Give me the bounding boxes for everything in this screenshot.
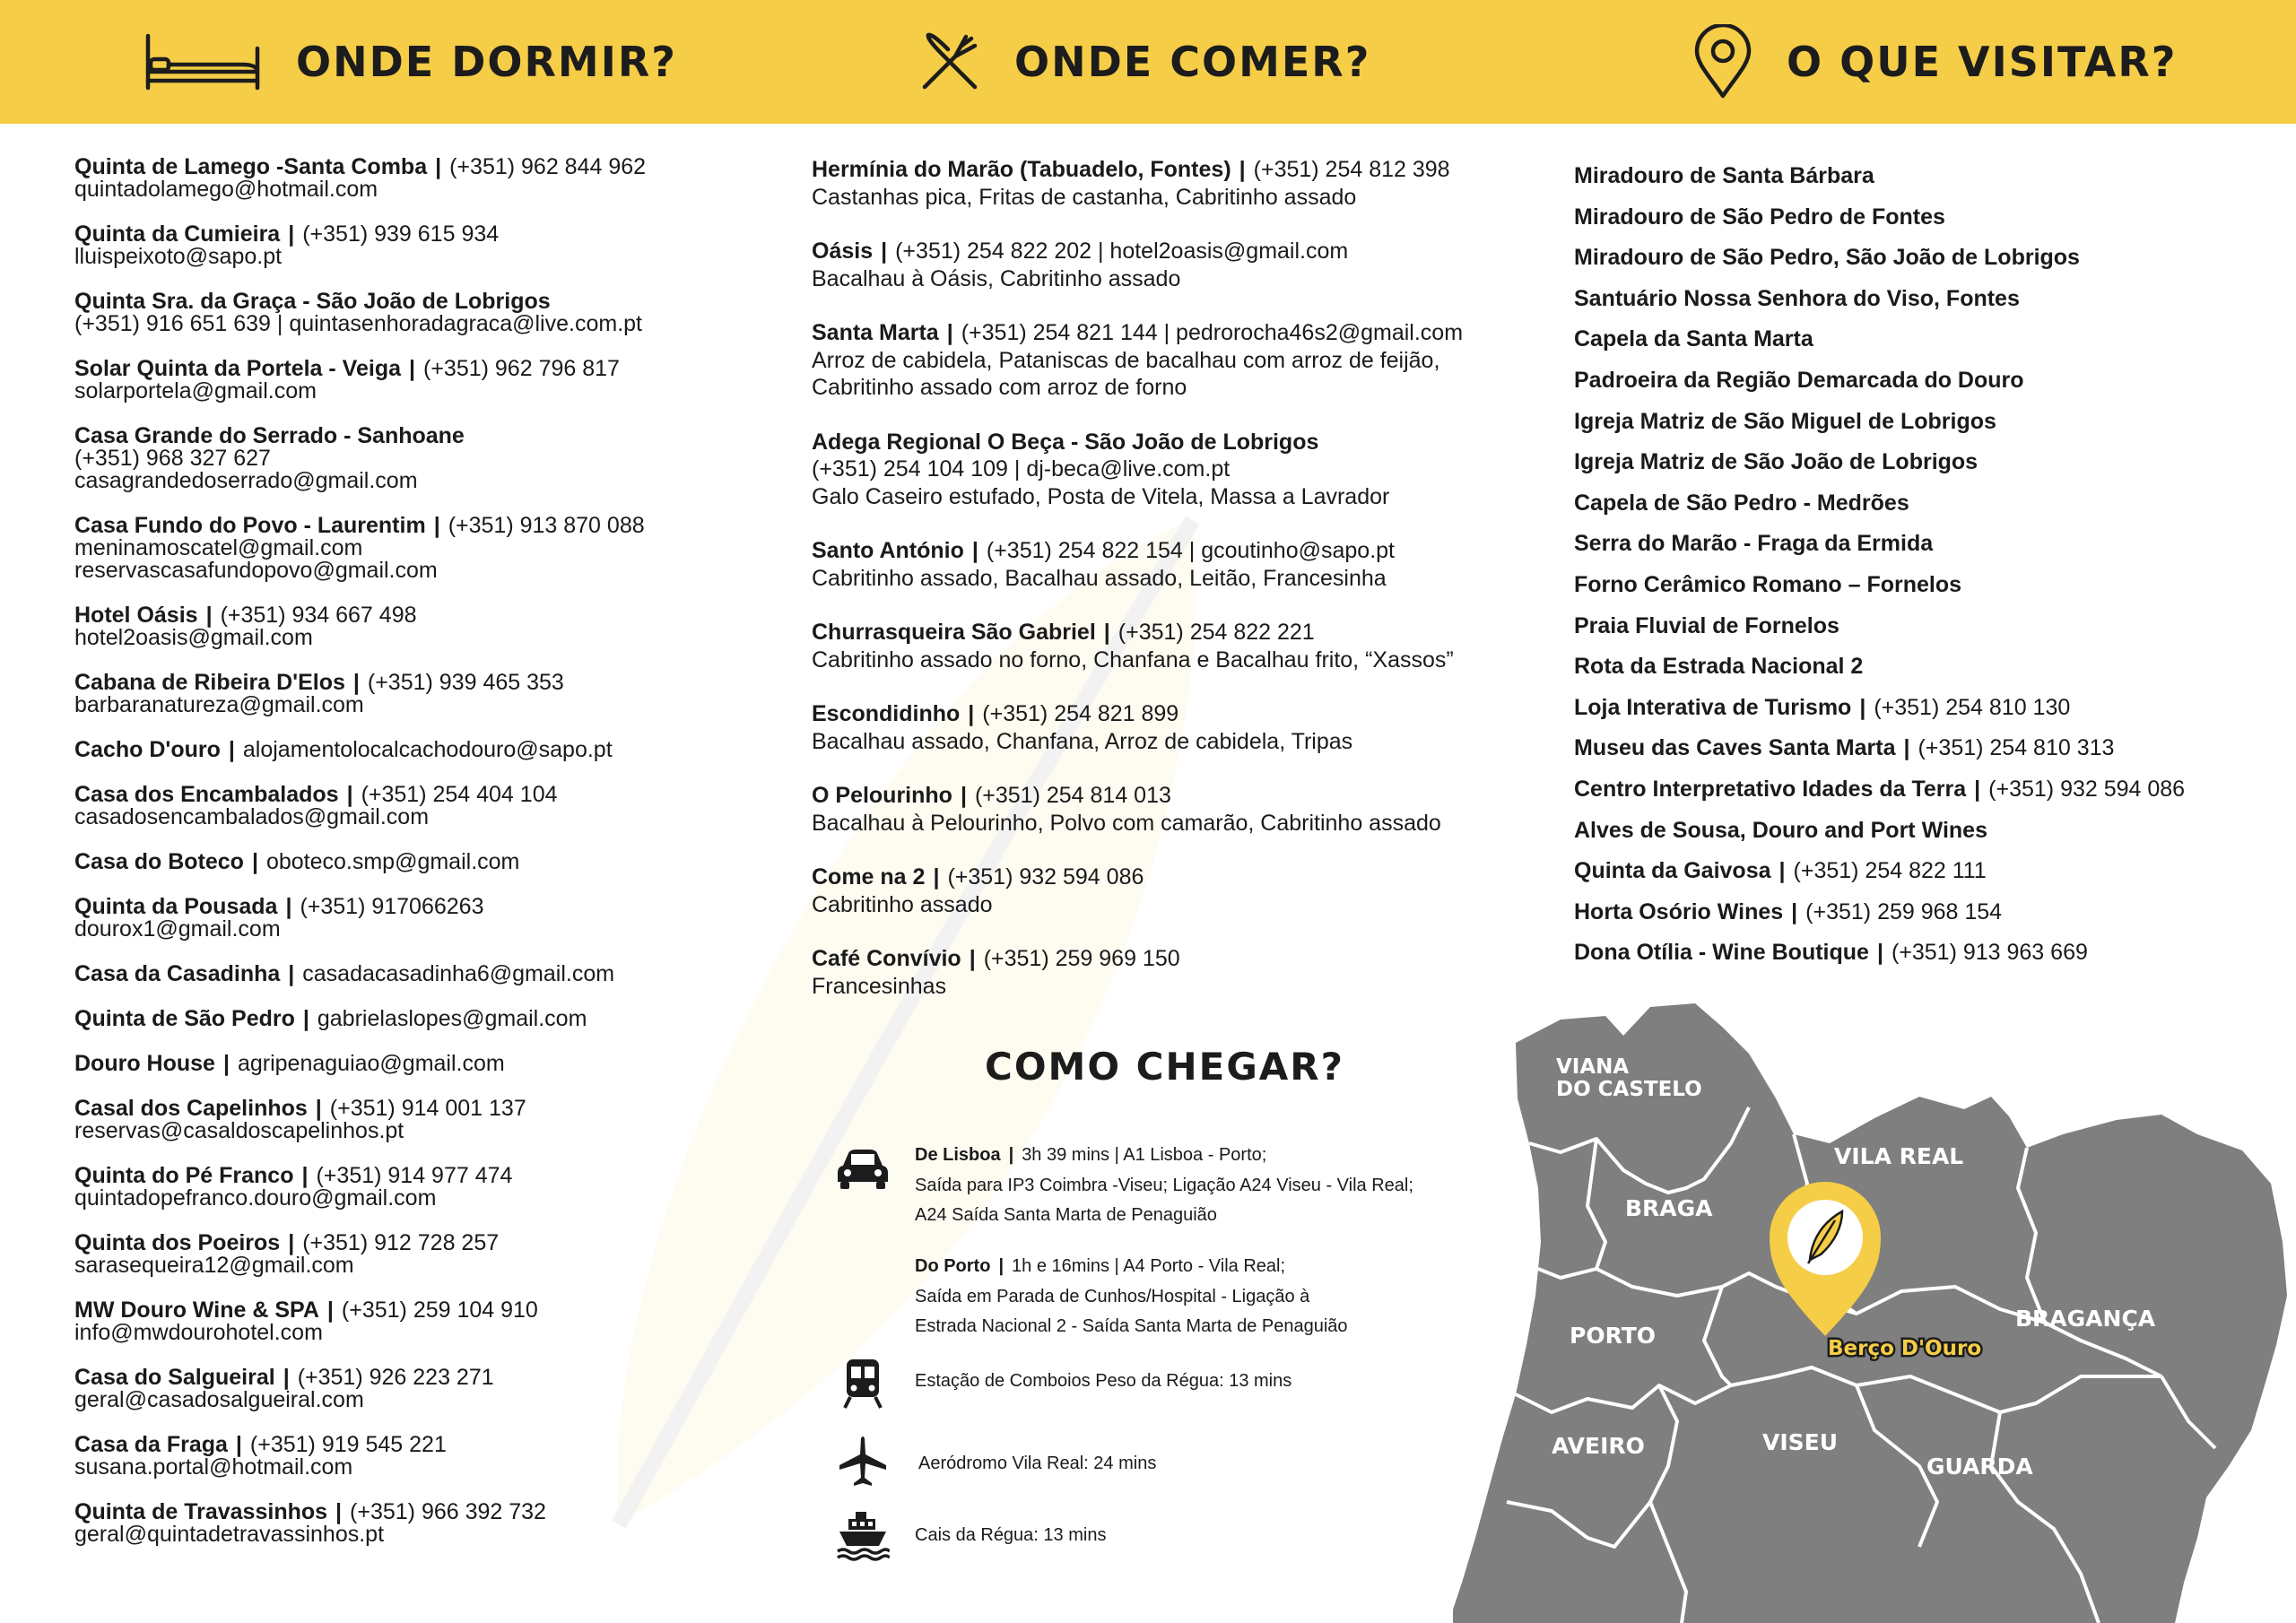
separator: | (288, 961, 295, 986)
bed-icon (144, 32, 262, 91)
entry-line-1 (74, 223, 738, 246)
separator: | (302, 1006, 309, 1031)
entry-contact: (+351) 939 615 934 (302, 221, 500, 247)
entry-line-1 (74, 1008, 738, 1030)
entry-line-1 (812, 619, 1529, 647)
entry-line-1 (812, 782, 1529, 810)
entry-line2: barbaranatureza@gmail.com (74, 692, 364, 717)
lodging-entry (74, 1434, 738, 1479)
attraction-name: Miradouro de São Pedro, São João de Lobrigos (1574, 245, 2080, 271)
entry-line2: Cabritinho assado (812, 891, 993, 917)
entry-line3: Galo Caseiro estufado, Posta de Vitela, Massa a Lavrador (812, 483, 1390, 509)
attraction-phone: (+351) 932 594 086 (1988, 776, 2186, 802)
entry-name: Casa do Boteco (74, 849, 244, 874)
route-lisboa-line3: A24 Saída Santa Marta de Penaguião (915, 1205, 1217, 1225)
separator: | (285, 894, 292, 919)
entry-contact: (+351) 934 667 498 (220, 603, 417, 628)
lodging-entry (74, 1501, 738, 1546)
route-porto (825, 1252, 1525, 1350)
entry-contact: (+351) 919 545 221 (249, 1432, 447, 1457)
entry-line-1 (74, 1434, 738, 1456)
attraction-name: Horta Osório Wines (1574, 898, 1784, 924)
entry-contact: (+351) 259 104 910 (341, 1298, 538, 1323)
attraction-name: Dona Otília - Wine Boutique (1574, 940, 1869, 966)
separator: | (946, 320, 953, 345)
entry-name: Douro House (74, 1051, 215, 1076)
entry-line2: dourox1@gmail.com (74, 916, 281, 942)
entry-name: Café Convívio (812, 946, 961, 971)
entry-line-1 (812, 700, 1529, 728)
separator: | (933, 864, 940, 890)
lodging-entry (74, 851, 738, 873)
section-title-eat: ONDE COMER? (1014, 38, 1371, 86)
entry-name: Casal dos Capelinhos (74, 1096, 308, 1121)
entry-line-1 (812, 945, 1529, 973)
entry-name: Quinta de Travassinhos (74, 1499, 328, 1524)
entry-name: Come na 2 (812, 864, 926, 890)
entry-contact: (+351) 914 001 137 (329, 1096, 526, 1121)
route-lisboa-line1: 3h 39 mins | A1 Lisboa - Porto; (1022, 1145, 1267, 1165)
region-viana-l2: DO CASTELO (1556, 1078, 1702, 1101)
entry-line-1 (812, 156, 1529, 184)
route-boat (825, 1508, 1525, 1562)
attraction-entry (1574, 442, 2274, 483)
region-vila-real: VILA REAL (1834, 1143, 1964, 1169)
attraction-entry (1574, 279, 2274, 320)
route-car (825, 1141, 1525, 1257)
entry-contact: (+351) 254 821 144 | pedrorocha46s2@gmail.com (961, 320, 1464, 345)
attraction-phone: (+351) 913 963 669 (1891, 940, 2088, 966)
lodging-entry (74, 425, 738, 492)
attraction-entry (1574, 933, 2274, 974)
separator: | (288, 221, 295, 247)
entry-contact: (+351) 926 223 271 (297, 1365, 494, 1390)
lodging-entry (74, 1053, 738, 1075)
entry-line-1 (74, 291, 738, 313)
howto-title: COMO CHEGAR? (985, 1045, 1344, 1089)
entry-line-1 (812, 238, 1529, 265)
entry-contact: (+351) 254 404 104 (361, 782, 558, 807)
entry-contact: (+351) 254 812 398 (1253, 157, 1450, 182)
car-icon (836, 1142, 890, 1196)
entry-line2: solarportela@gmail.com (74, 378, 317, 404)
entry-name: Santa Marta (812, 320, 939, 345)
restaurant-entry (812, 945, 1529, 1000)
lodging-entry (74, 896, 738, 941)
entry-line-1 (74, 156, 738, 178)
entry-line-1 (74, 1098, 738, 1120)
region-viana-l1: VIANA (1556, 1055, 1630, 1079)
sleep-list (74, 156, 738, 1568)
entry-contact: (+351) 259 969 150 (983, 946, 1180, 971)
entry-line2: Bacalhau à Pelourinho, Polvo com camarão, Cabritinho assado (812, 810, 1441, 836)
attraction-entry (1574, 851, 2274, 892)
entry-line-1 (812, 537, 1529, 565)
attraction-phone: (+351) 254 810 313 (1918, 735, 2115, 761)
entry-name: Quinta Sra. da Graça - São João de Lobrigos (74, 289, 551, 314)
entry-name: MW Douro Wine & SPA (74, 1298, 319, 1323)
entry-contact: (+351) 966 392 732 (350, 1499, 546, 1524)
separator: | (1876, 940, 1883, 966)
entry-line2: geral@quintadetravassinhos.pt (74, 1522, 385, 1547)
entry-line2: quintadolamego@hotmail.com (74, 177, 378, 202)
attraction-entry (1574, 769, 2274, 811)
entry-name: Casa Grande do Serrado - Sanhoane (74, 423, 465, 448)
entry-line3: casagrandedoserrado@gmail.com (74, 468, 418, 493)
entry-name: Oásis (812, 239, 874, 264)
entry-contact: (+351) 939 465 353 (367, 670, 564, 695)
entry-line-1 (74, 896, 738, 918)
entry-contact: (+351) 254 821 899 (982, 701, 1179, 726)
entry-name: Hotel Oásis (74, 603, 198, 628)
entry-line2: (+351) 968 327 627 (74, 446, 271, 471)
restaurant-entry (812, 619, 1529, 673)
entry-name: Casa da Casadinha (74, 961, 281, 986)
entry-line-1 (74, 851, 738, 873)
entry-contact: (+351) 913 870 088 (448, 513, 645, 538)
restaurant-entry (812, 537, 1529, 592)
attraction-phone: (+351) 254 810 130 (1874, 694, 2071, 720)
separator: | (235, 1432, 242, 1457)
attraction-entry (1574, 402, 2274, 443)
attraction-entry (1574, 647, 2274, 688)
header-sleep (144, 0, 677, 124)
restaurant-entry (812, 156, 1529, 211)
entry-line-1 (74, 1299, 738, 1322)
section-title-sleep: ONDE DORMIR? (296, 38, 677, 86)
entry-line-1 (74, 672, 738, 694)
separator: | (205, 603, 213, 628)
attraction-name: Loja Interativa de Turismo (1574, 694, 1852, 720)
entry-name: Casa da Fraga (74, 1432, 228, 1457)
entry-line-1 (74, 358, 738, 380)
entry-name: Quinta de São Pedro (74, 1006, 295, 1031)
region-braganca: BRAGANÇA (2015, 1306, 2156, 1332)
lodging-entry (74, 515, 738, 582)
attraction-name: Miradouro de Santa Bárbara (1574, 163, 1874, 188)
entry-line2: (+351) 254 104 109 | dj-beca@live.com.pt (812, 456, 1231, 482)
entry-line2: Francesinhas (812, 973, 947, 999)
attraction-entry (1574, 483, 2274, 525)
route-porto-line2: Saída em Parada de Cunhos/Hospital - Ligação à (915, 1286, 1310, 1306)
attraction-name: Quinta da Gaivosa (1574, 858, 1771, 884)
plane-text: Aeródromo Vila Real: 24 mins (918, 1454, 1157, 1473)
attraction-entry (1574, 360, 2274, 402)
lodging-entry (74, 784, 738, 829)
separator: | (1103, 620, 1110, 645)
restaurant-entry (812, 864, 1529, 918)
entry-line3: Cabritinho assado com arroz de forno (812, 375, 1187, 400)
separator: | (435, 154, 442, 179)
route-porto-text: Do Porto | 1h e 16mins | A4 Porto - Vila Real; Saída em Parada de Cunhos/Hospital - Ligação à Estrada Nacional 2 - Saída Santa Marta de Penaguião (915, 1256, 1348, 1336)
region-braga: BRAGA (1625, 1195, 1713, 1221)
entry-line-1 (74, 604, 738, 627)
entry-line2: lluispeixoto@sapo.pt (74, 244, 283, 269)
entry-name: Quinta da Cumieira (74, 221, 281, 247)
attraction-entry (1574, 524, 2274, 565)
separator: | (352, 670, 360, 695)
entry-line2: reservas@casaldoscapelinhos.pt (74, 1118, 404, 1143)
entry-line2: meninamoscatel@gmail.com (74, 535, 363, 560)
route-lisboa-line2: Saída para IP3 Coimbra -Viseu; Ligação A24 Viseu - Vila Real; (915, 1175, 1413, 1195)
entry-name: Cabana de Ribeira D'Elos (74, 670, 345, 695)
lodging-entry (74, 1232, 738, 1277)
entry-name: Cacho D'ouro (74, 737, 221, 762)
separator: | (1903, 735, 1910, 761)
attraction-entry (1574, 811, 2274, 852)
lodging-entry (74, 739, 738, 761)
attraction-name: Forno Cerâmico Romano – Fornelos (1574, 571, 1962, 597)
region-guarda: GUARDA (1926, 1454, 2033, 1480)
entry-line2: Cabritinho assado, Bacalhau assado, Leitão, Francesinha (812, 565, 1387, 591)
entry-line2: quintadopefranco.douro@gmail.com (74, 1185, 437, 1211)
entry-contact: (+351) 962 796 817 (423, 356, 620, 381)
fork-knife-icon (919, 31, 980, 92)
entry-contact: (+351) 254 822 154 | gcoutinho@sapo.pt (986, 538, 1396, 563)
attraction-name: Santuário Nossa Senhora do Viso, Fontes (1574, 285, 2020, 311)
attraction-name: Praia Fluvial de Fornelos (1574, 612, 1839, 638)
entry-name: Hermínia do Marão (Tabuadelo, Fontes) (812, 157, 1231, 182)
separator: | (335, 1499, 343, 1524)
separator: | (969, 946, 976, 971)
separator: | (301, 1163, 309, 1188)
route-lisboa-label: De Lisboa (915, 1145, 1001, 1165)
header-bar (0, 0, 2296, 124)
route-porto-line3: Estrada Nacional 2 - Saída Santa Marta de Penaguião (915, 1316, 1348, 1336)
header-visit (1693, 0, 2178, 124)
separator: | (1974, 776, 1981, 802)
attraction-entry (1574, 892, 2274, 933)
entry-line-1 (74, 1501, 738, 1523)
separator: | (971, 538, 978, 563)
entry-name: Quinta da Pousada (74, 894, 278, 919)
separator: | (1791, 898, 1798, 924)
separator: | (346, 782, 353, 807)
entry-line2: susana.portal@hotmail.com (74, 1454, 353, 1480)
separator: | (1859, 694, 1866, 720)
train-icon (836, 1356, 890, 1410)
entry-line-1 (74, 1165, 738, 1187)
entry-name: Quinta do Pé Franco (74, 1163, 294, 1188)
entry-contact: (+351) 962 844 962 (449, 154, 647, 179)
entry-contact: agripenaguiao@gmail.com (237, 1051, 505, 1076)
entry-line-1 (812, 319, 1529, 347)
entry-contact: (+351) 912 728 257 (302, 1230, 500, 1255)
boat-icon (836, 1508, 890, 1562)
entry-contact: (+351) 932 594 086 (947, 864, 1144, 890)
attraction-name: Serra do Marão - Fraga da Ermida (1574, 531, 1934, 557)
region-viseu: VISEU (1762, 1429, 1839, 1455)
entry-line-1 (74, 515, 738, 537)
separator: | (1239, 157, 1246, 182)
lodging-entry (74, 1299, 738, 1344)
lodging-entry (74, 963, 738, 985)
separator: | (228, 737, 235, 762)
attraction-entry (1574, 319, 2274, 360)
entry-line-1 (74, 1053, 738, 1075)
entry-contact: (+351) 917066263 (300, 894, 484, 919)
attraction-name: Capela de São Pedro - Medrões (1574, 490, 1909, 516)
route-porto-label: Do Porto (915, 1256, 991, 1276)
entry-line-1 (74, 963, 738, 985)
entry-contact: (+351) 254 822 221 (1118, 620, 1315, 645)
train-text: Estação de Comboios Peso da Régua: 13 mins (915, 1371, 1292, 1391)
attraction-entry (1574, 728, 2274, 769)
attraction-entry (1574, 197, 2274, 239)
entry-contact: gabrielaslopes@gmail.com (317, 1006, 587, 1031)
separator: | (409, 356, 415, 381)
separator: | (283, 1365, 290, 1390)
lodging-entry (74, 1008, 738, 1030)
entry-line-1 (74, 739, 738, 761)
entry-name: Quinta dos Poeiros (74, 1230, 281, 1255)
entry-line-1 (812, 429, 1529, 456)
route-train (825, 1356, 1525, 1410)
restaurant-entry (812, 238, 1529, 292)
restaurant-entry (812, 782, 1529, 837)
boat-text: Cais da Régua: 13 mins (915, 1525, 1107, 1545)
separator: | (968, 701, 975, 726)
entry-line-1 (812, 864, 1529, 891)
entry-name: Casa do Salgueiral (74, 1365, 275, 1390)
entry-contact: alojamentolocalcachodouro@sapo.pt (242, 737, 613, 762)
attraction-entry (1574, 156, 2274, 197)
entry-line2: casadosencambalados@gmail.com (74, 804, 430, 829)
entry-name: Adega Regional O Beça - São João de Lobrigos (812, 429, 1319, 455)
entry-contact: oboteco.smp@gmail.com (265, 849, 520, 874)
attraction-name: Igreja Matriz de São João de Lobrigos (1574, 449, 1979, 475)
entry-line2: Bacalhau assado, Chanfana, Arroz de cabidela, Tripas (812, 728, 1353, 754)
separator: | (433, 513, 440, 538)
entry-contact: (+351) 914 977 474 (316, 1163, 513, 1188)
attraction-entry (1574, 606, 2274, 647)
lodging-entry (74, 1098, 738, 1142)
attraction-entry (1574, 565, 2274, 606)
entry-line-1 (74, 1367, 738, 1389)
attraction-name: Alves de Sousa, Douro and Port Wines (1574, 817, 1987, 843)
visit-list (1574, 156, 2274, 974)
entry-contact: (+351) 254 814 013 (974, 783, 1171, 808)
lodging-entry (74, 156, 738, 201)
lodging-entry (74, 358, 738, 403)
section-title-visit: O QUE VISITAR? (1787, 38, 2178, 86)
restaurant-entry (812, 429, 1529, 511)
entry-contact: (+351) 254 822 202 | hotel2oasis@gmail.com (895, 239, 1349, 264)
route-lisboa: De Lisboa | 3h 39 mins | A1 Lisboa - Porto; Saída para IP3 Coimbra -Viseu; Ligação A24 Viseu - Vila Real; A24 Saída Santa Marta de Penaguião (915, 1145, 1413, 1225)
attraction-entry (1574, 238, 2274, 279)
region-map (1453, 1000, 2296, 1623)
location-pin-icon (1693, 24, 1752, 100)
attraction-name: Padroeira da Região Demarcada do Douro (1574, 367, 2024, 393)
attraction-entry (1574, 688, 2274, 729)
entry-name: Casa Fundo do Povo - Laurentim (74, 513, 426, 538)
lodging-entry (74, 223, 738, 268)
entry-line2: geral@casadosalgueiral.com (74, 1387, 364, 1412)
lodging-entry (74, 604, 738, 649)
eat-list (812, 156, 1529, 1027)
attraction-name: Museu das Caves Santa Marta (1574, 735, 1896, 761)
entry-name: Escondidinho (812, 701, 961, 726)
route-plane (825, 1435, 1525, 1488)
attraction-name: Igreja Matriz de São Miguel de Lobrigos (1574, 408, 1996, 434)
entry-line2: Cabritinho assado no forno, Chanfana e Bacalhau frito, “Xassos” (812, 647, 1454, 673)
restaurant-entry (812, 319, 1529, 402)
entry-line-1 (74, 425, 738, 447)
attraction-name: Rota da Estrada Nacional 2 (1574, 654, 1864, 680)
entry-name: Santo António (812, 538, 964, 563)
separator: | (326, 1298, 334, 1323)
attraction-phone: (+351) 259 968 154 (1805, 898, 2003, 924)
separator: | (1779, 858, 1786, 884)
entry-line3: reservascasafundopovo@gmail.com (74, 558, 438, 583)
lodging-entry (74, 672, 738, 716)
lodging-entry (74, 1367, 738, 1411)
marker-label: Berço D'Ouro (1828, 1337, 1982, 1360)
entry-line2: (+351) 916 651 639 | quintasenhoradagraca@live.com.pt (74, 311, 642, 336)
region-aveiro: AVEIRO (1552, 1433, 1645, 1459)
entry-name: O Pelourinho (812, 783, 952, 808)
separator: | (315, 1096, 322, 1121)
entry-line2: hotel2oasis@gmail.com (74, 625, 313, 650)
restaurant-entry (812, 700, 1529, 755)
separator: | (288, 1230, 295, 1255)
entry-line2: Castanhas pica, Fritas de castanha, Cabritinho assado (812, 184, 1357, 210)
region-porto: PORTO (1570, 1323, 1657, 1349)
entry-line2: info@mwdourohotel.com (74, 1320, 323, 1345)
entry-line2: sarasequeira12@gmail.com (74, 1253, 354, 1278)
entry-name: Quinta de Lamego -Santa Comba (74, 154, 428, 179)
header-eat (919, 0, 1370, 124)
airplane-icon (836, 1435, 890, 1488)
separator: | (881, 239, 888, 264)
separator: | (251, 849, 258, 874)
attraction-name: Centro Interpretativo Idades da Terra (1574, 776, 1967, 802)
attraction-name: Miradouro de São Pedro de Fontes (1574, 204, 1945, 230)
entry-line-1 (74, 1232, 738, 1254)
attraction-name: Capela da Santa Marta (1574, 326, 1813, 352)
lodging-entry (74, 291, 738, 335)
route-porto-line1: 1h e 16mins | A4 Porto - Vila Real; (1012, 1256, 1286, 1276)
entry-name: Churrasqueira São Gabriel (812, 620, 1096, 645)
separator: | (222, 1051, 230, 1076)
entry-name: Solar Quinta da Portela - Veiga (74, 356, 401, 381)
entry-line2: Bacalhau à Oásis, Cabritinho assado (812, 265, 1181, 291)
attraction-phone: (+351) 254 822 111 (1793, 858, 1987, 884)
lodging-entry (74, 1165, 738, 1210)
entry-contact: casadacasadinha6@gmail.com (302, 961, 615, 986)
entry-name: Casa dos Encambalados (74, 782, 339, 807)
entry-line2: Arroz de cabidela, Pataniscas de bacalhau com arroz de feijão, (812, 347, 1440, 373)
separator: | (960, 783, 967, 808)
entry-line-1 (74, 784, 738, 806)
